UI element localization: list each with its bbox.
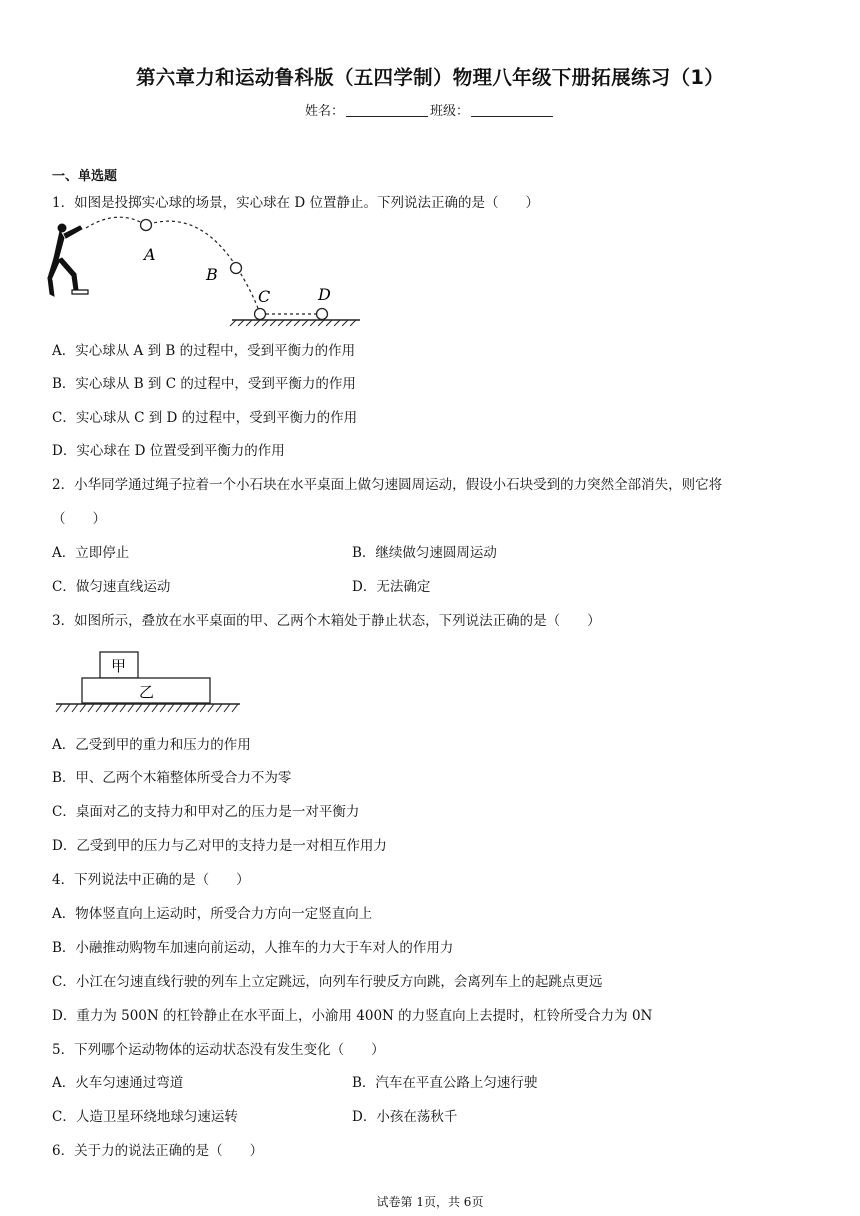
page-title: 第六章力和运动鲁科版（五四学制）物理八年级下册拓展练习（1）	[135, 66, 725, 89]
q3-option-a[interactable]: A．乙受到甲的重力和压力的作用	[52, 737, 251, 753]
label-c: C	[258, 287, 271, 306]
q3-stem: 3．如图所示，叠放在水平桌面的甲、乙两个木箱处于静止状态，下列说法正确的是（ ）	[52, 613, 601, 629]
label-yi: 乙	[139, 683, 155, 701]
label-d: D	[318, 285, 331, 304]
class-blank[interactable]	[471, 103, 553, 117]
ball-b	[231, 263, 242, 274]
label-a: A	[144, 245, 156, 264]
name-label: 姓名：	[304, 104, 344, 119]
q2-stem-cont: （ ）	[52, 511, 106, 527]
q2-option-c[interactable]: C．做匀速直线运动	[52, 579, 171, 595]
q4-option-d[interactable]: D．重力为 500N 的杠铃静止在水平面上，小渝用 400N 的力竖直向上去提时，杠铃所受合力为 0N	[52, 1008, 653, 1024]
q3-option-c[interactable]: C．桌面对乙的支持力和甲对乙的压力是一对平衡力	[52, 804, 360, 820]
thrower-figure	[48, 224, 88, 296]
q2-option-d[interactable]: D．无法确定	[352, 579, 431, 595]
q1-stem: 1．如图是投掷实心球的场景，实心球在 D 位置静止。下列说法正确的是（ ）	[52, 195, 539, 211]
name-blank[interactable]	[346, 103, 428, 117]
label-b: B	[206, 265, 218, 284]
q1-option-b[interactable]: B．实心球从 B 到 C 的过程中，受到平衡力的作用	[52, 376, 356, 392]
q4-option-c[interactable]: C．小江在匀速直线行驶的列车上立定跳远，向列车行驶反方向跳，会离列车上的起跳点更远	[52, 974, 603, 990]
q4-stem: 4．下列说法中正确的是（ ）	[52, 872, 250, 888]
q5-option-b[interactable]: B．汽车在平直公路上匀速行驶	[352, 1075, 538, 1091]
section-heading: 一、单选题	[52, 169, 118, 184]
q3-option-d[interactable]: D．乙受到甲的压力与乙对甲的支持力是一对相互作用力	[52, 838, 387, 854]
class-label: 班级：	[430, 104, 470, 119]
q5-option-c[interactable]: C．人造卫星环绕地球匀速运转	[52, 1109, 238, 1125]
page-footer: 试卷第 1页，共 6页	[376, 1195, 484, 1209]
ball-a	[141, 220, 152, 231]
q6-stem: 6．关于力的说法正确的是（ ）	[52, 1143, 264, 1159]
q2-option-a[interactable]: A．立即停止	[52, 545, 130, 561]
q1-option-d[interactable]: D．实心球在 D 位置受到平衡力的作用	[52, 443, 285, 459]
q4-option-b[interactable]: B．小融推动购物车加速向前运动，人推车的力大于车对人的作用力	[52, 940, 454, 956]
student-info	[0, 100, 860, 119]
q1-figure	[48, 218, 368, 328]
q2-stem: 2．小华同学通过绳子拉着一个小石块在水平桌面上做匀速圆周运动，假设小石块受到的力突然全部消失，则它将	[52, 477, 723, 493]
q1-option-a[interactable]: A．实心球从 A 到 B 的过程中，受到平衡力的作用	[52, 343, 356, 359]
ball-d	[317, 309, 328, 320]
ball-c	[255, 309, 266, 320]
q2-option-b[interactable]: B．继续做匀速圆周运动	[352, 545, 497, 561]
q3-figure	[56, 650, 246, 716]
q5-stem: 5．下列哪个运动物体的运动状态没有发生变化（ ）	[52, 1042, 385, 1058]
q5-option-d[interactable]: D．小孩在荡秋千	[352, 1109, 458, 1125]
q3-option-b[interactable]: B．甲、乙两个木箱整体所受合力不为零	[52, 770, 292, 786]
q5-option-a[interactable]: A．火车匀速通过弯道	[52, 1075, 184, 1091]
q4-option-a[interactable]: A．物体竖直向上运动时，所受合力方向一定竖直向上	[52, 906, 373, 922]
label-jia: 甲	[111, 657, 127, 675]
q1-option-c[interactable]: C．实心球从 C 到 D 的过程中，受到平衡力的作用	[52, 410, 358, 426]
